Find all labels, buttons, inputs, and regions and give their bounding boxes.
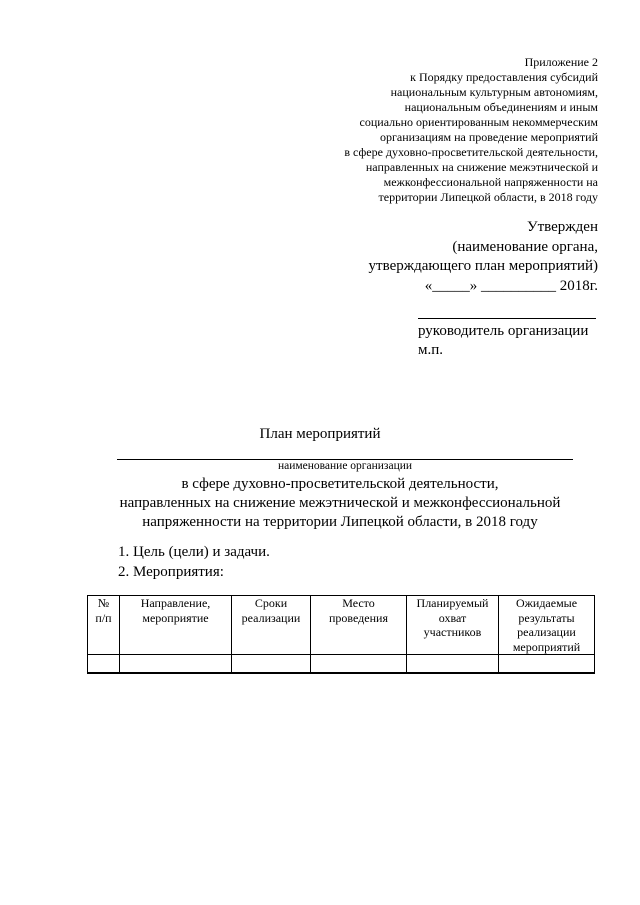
appendix-line: территории Липецкой области, в 2018 году xyxy=(378,190,598,204)
header-coverage xyxy=(407,596,499,655)
header-text: результаты xyxy=(518,610,575,625)
header-results xyxy=(499,596,595,655)
header-text: п/п xyxy=(95,610,112,625)
signature-role: руководитель организации xyxy=(418,323,589,339)
header-timing xyxy=(232,596,311,655)
table-cell xyxy=(232,655,311,674)
header-text: Место xyxy=(342,596,375,610)
header-text: Сроки xyxy=(254,596,288,610)
approval-title: Утвержден xyxy=(526,219,598,235)
table-cell xyxy=(88,655,120,674)
table-cell xyxy=(120,655,232,674)
header-text: Направление, xyxy=(140,596,211,610)
header-text: Ожидаемые xyxy=(515,596,578,610)
header-location xyxy=(311,596,407,655)
header-number xyxy=(88,596,120,655)
signature-block xyxy=(418,322,588,360)
appendix-line: в сфере духовно-просветительской деятельности, xyxy=(344,145,598,159)
appendix-line: Приложение 2 xyxy=(524,55,598,69)
subtitle-line: направленных на снижение межэтнической и межконфессиональной xyxy=(119,495,561,511)
table-cell xyxy=(311,655,407,674)
header-text: Планируемый xyxy=(416,596,489,610)
table-cell xyxy=(407,655,499,674)
section-events: 2. Мероприятия: xyxy=(118,563,224,580)
appendix-line: социально ориентированным некоммерческим xyxy=(359,115,598,129)
header-text: № xyxy=(97,596,110,610)
appendix-line: национальным культурным автономиям, xyxy=(390,85,598,99)
header-text: мероприятий xyxy=(512,639,581,654)
header-text: мероприятие xyxy=(142,610,209,625)
appendix-line: национальным объединениям и иным xyxy=(404,100,598,114)
appendix-line: межконфессиональной напряженности на xyxy=(383,175,598,189)
header-direction xyxy=(120,596,232,655)
plan-sections xyxy=(118,543,270,582)
appendix-line: организациям на проведение мероприятий xyxy=(379,130,598,144)
approval-stamp xyxy=(298,218,598,296)
approval-authority-line: утверждающего план мероприятий) xyxy=(368,258,598,274)
events-table xyxy=(87,595,595,674)
table-row xyxy=(88,655,595,674)
plan-subtitle xyxy=(40,475,640,532)
organization-caption: наименование организации xyxy=(277,460,413,472)
header-text: реализации xyxy=(517,625,576,639)
appendix-line: к Порядку предоставления субсидий xyxy=(410,70,598,84)
appendix-line: направленных на снижение межэтнической и xyxy=(365,160,598,174)
header-text: реализации xyxy=(241,610,301,625)
table-cell xyxy=(499,655,595,674)
header-text: участников xyxy=(423,625,482,639)
section-goals: 1. Цель (цели) и задачи. xyxy=(118,544,270,560)
appendix-note xyxy=(268,55,598,205)
plan-title: План мероприятий xyxy=(259,426,381,442)
subtitle-line: напряженности на территории Липецкой области, в 2018 году xyxy=(142,514,538,530)
header-text: проведения xyxy=(329,610,388,625)
table-header-row xyxy=(88,596,595,655)
approval-authority-line: (наименование органа, xyxy=(452,238,598,255)
signature-line xyxy=(418,318,596,319)
header-text: охват xyxy=(438,610,467,625)
stamp-place: м.п. xyxy=(418,342,444,358)
subtitle-line: в сфере духовно-просветительской деятельности, xyxy=(181,476,499,492)
approval-date: «_____» __________ 2018г. xyxy=(424,277,598,294)
